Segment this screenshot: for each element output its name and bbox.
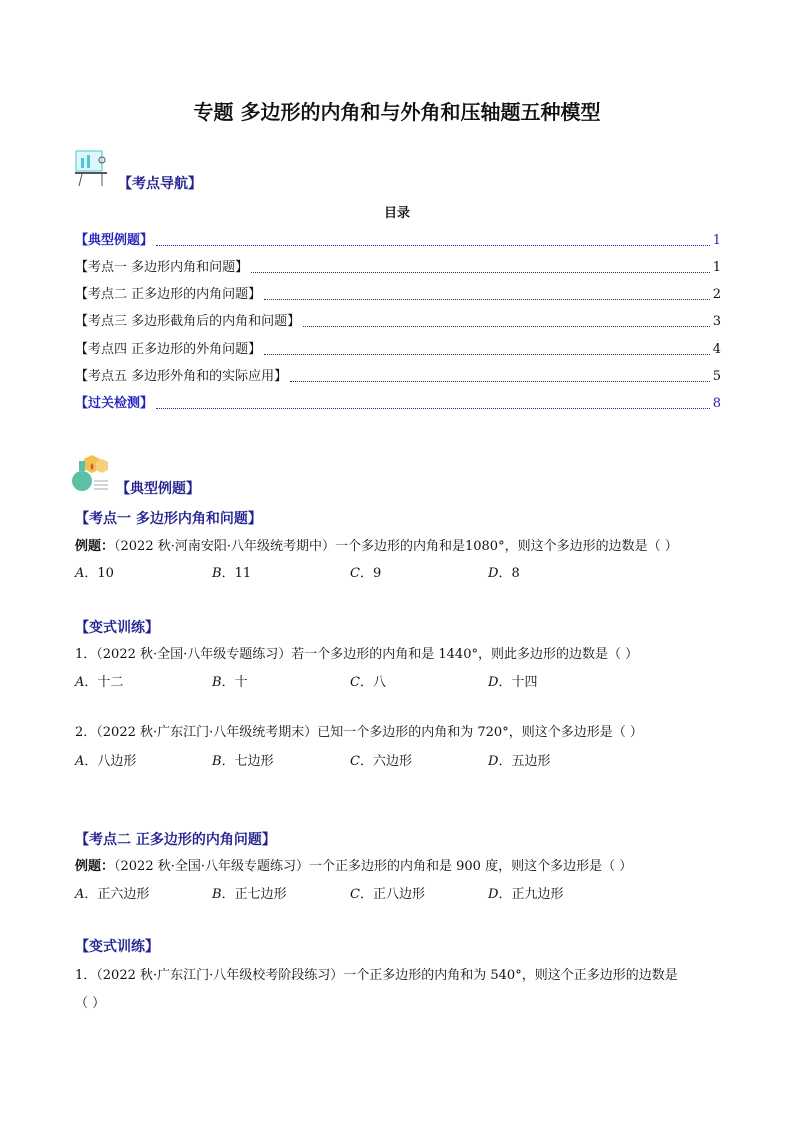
option-a[interactable]: A．八边形	[75, 754, 137, 769]
nav-heading: 【考点导航】	[118, 176, 202, 192]
toc-leader	[290, 381, 710, 382]
toc-entry[interactable]	[75, 287, 721, 303]
presentation-board-icon	[74, 148, 116, 188]
option-d[interactable]: D．正九边形	[488, 887, 564, 902]
toc-title: 目录	[383, 206, 410, 221]
option-b[interactable]: B．11	[212, 566, 252, 581]
kp2-question-1-answer-blank: （ ）	[75, 996, 106, 1011]
toc-label: 【考点五 多边形外角和的实际应用】	[75, 369, 288, 384]
kp1-practice-heading: 【变式训练】	[75, 620, 159, 636]
toc-label: 【典型例题】	[75, 233, 154, 248]
toc-label: 【考点四 正多边形的外角问题】	[75, 342, 262, 357]
toc-label: 【考点一 多边形内角和问题】	[75, 260, 249, 275]
toc-page: 1	[712, 260, 721, 275]
toc-entry[interactable]	[75, 369, 721, 385]
option-c[interactable]: C．正八边形	[350, 887, 425, 902]
kp2-example	[75, 859, 632, 875]
toc-entry[interactable]	[75, 260, 721, 276]
kp2-question-1: 1．（2022 秋·广东江门·八年级校考阶段练习）一个正多边形的内角和为 540°，则这个正多边形的边数是	[75, 968, 678, 983]
toc-page: 3	[712, 314, 721, 329]
example-text: （2022 秋·全国·八年级专题练习）一个正多边形的内角和是 900 度，则这个多边形是（ ）	[114, 859, 633, 874]
option-c[interactable]: C．六边形	[350, 754, 412, 769]
toc-leader	[156, 408, 710, 409]
toc-leader	[303, 326, 710, 327]
option-d[interactable]: D．十四	[488, 675, 538, 690]
kp1-heading: 【考点一 多边形内角和问题】	[75, 511, 262, 527]
kp1-question-2: 2．（2022 秋·广东江门·八年级统考期末）已知一个多边形的内角和为 720°，则这个多边形是（ ）	[75, 725, 643, 740]
toc-page: 5	[712, 369, 721, 384]
toc-page: 1	[712, 233, 721, 248]
toc-entry[interactable]	[75, 314, 721, 330]
option-b[interactable]: B．七边形	[212, 754, 274, 769]
option-a[interactable]: A．十二	[75, 675, 124, 690]
option-a[interactable]: A．10	[75, 566, 114, 581]
toc-label: 【考点三 多边形截角后的内角和问题】	[75, 314, 301, 329]
kp2-practice-heading: 【变式训练】	[75, 939, 159, 955]
example-label: 例题：	[75, 539, 115, 554]
toc-leader	[264, 354, 710, 355]
option-d[interactable]: D．五边形	[488, 754, 551, 769]
page-title: 专题 多边形的内角和与外角和压轴题五种模型	[193, 100, 601, 124]
option-b[interactable]: B．十	[212, 675, 248, 690]
example-label: 例题：	[75, 859, 115, 874]
kp2-heading: 【考点二 正多边形的内角问题】	[75, 832, 276, 848]
toc-leader	[156, 245, 710, 246]
option-d[interactable]: D．8	[488, 566, 520, 581]
example-text: （2022 秋·河南安阳·八年级统考期中）一个多边形的内角和是1080°，则这个多边形的边数是（ ）	[114, 539, 678, 554]
toc-label: 【考点二 正多边形的内角问题】	[75, 287, 262, 302]
kp1-question-1: 1．（2022 秋·全国·八年级专题练习）若一个多边形的内角和是 1440°，则此多边形的边数是（ ）	[75, 647, 639, 662]
option-c[interactable]: C．9	[350, 566, 382, 581]
toc-page: 2	[712, 287, 721, 302]
toc-leader	[264, 299, 710, 300]
option-c[interactable]: C．八	[350, 675, 386, 690]
section-heading: 【典型例题】	[116, 481, 200, 497]
flask-icon	[72, 453, 112, 495]
toc-page: 4	[712, 342, 721, 357]
toc-page: 8	[712, 396, 721, 411]
kp1-example	[75, 539, 678, 555]
option-a[interactable]: A．正六边形	[75, 887, 150, 902]
option-b[interactable]: B．正七边形	[212, 887, 287, 902]
toc-entry[interactable]	[75, 233, 721, 249]
toc-leader	[251, 272, 710, 273]
toc-label: 【过关检测】	[75, 396, 154, 411]
toc-entry[interactable]	[75, 342, 721, 358]
toc-entry[interactable]	[75, 396, 721, 412]
